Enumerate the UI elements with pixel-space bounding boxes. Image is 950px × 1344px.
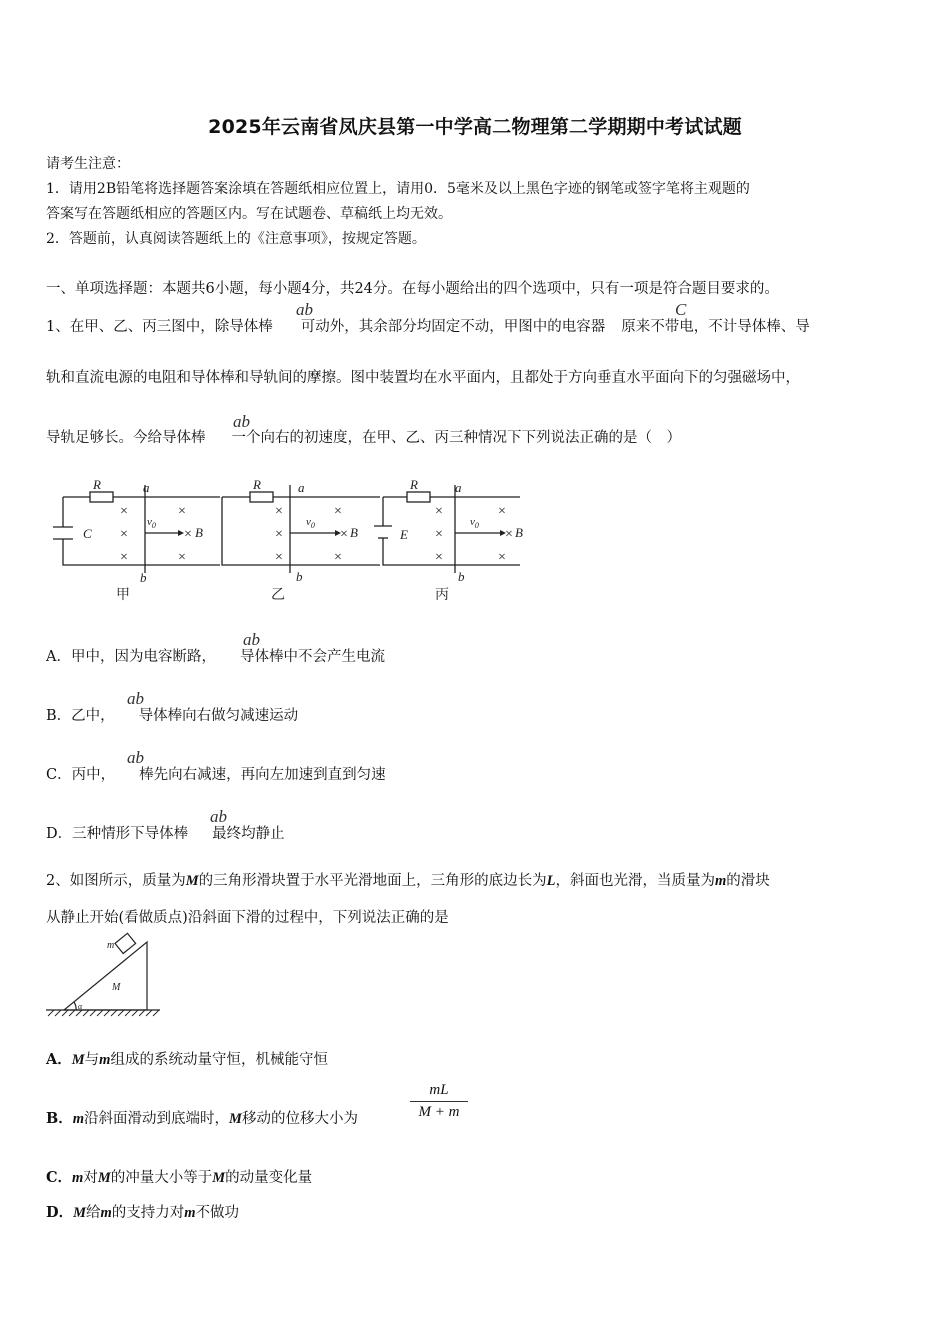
notice-heading: 请考生注意： <box>46 156 130 172</box>
fig-label-emf: E <box>400 527 408 542</box>
fig-caption-bing: 丙 <box>435 588 449 603</box>
fig-label-b: b <box>296 569 303 584</box>
field-cross: × <box>435 527 443 542</box>
q2-option-d[interactable]: D．M给m的支持力对m不做功 <box>46 1204 240 1221</box>
incline-label-alpha: α <box>78 1002 83 1011</box>
field-cross: × <box>275 504 283 519</box>
notice-item-2: 2．答题前，认真阅读答题纸上的《注意事项》，按规定答题。 <box>46 231 426 247</box>
incline-label-big-m: M <box>112 982 121 993</box>
q1-option-a-row[interactable]: A．甲中，因为电容断路， 导体棒中不会产生电流 <box>46 649 385 665</box>
q1-option-c-ab: ab <box>127 748 144 767</box>
q2-option-b[interactable]: B．m沿斜面滑动到底端时，M移动的位移大小为 <box>46 1110 358 1127</box>
field-cross: × <box>120 504 128 519</box>
incline-label-m: m <box>107 940 115 951</box>
field-cross: × <box>505 527 513 542</box>
q1-option-a-ab: ab <box>243 630 260 649</box>
fig-label-a: a <box>455 480 462 495</box>
q1-symbol-ab-2: ab <box>233 412 250 431</box>
field-cross: × <box>340 527 348 542</box>
fig-label-r: R <box>410 477 418 492</box>
fig-label-a: a <box>298 480 305 495</box>
fig-caption-yi: 乙 <box>271 588 285 603</box>
notice-item-1b: 答案写在答题纸相应的答题区内。写在试题卷、草稿纸上均无效。 <box>46 206 452 222</box>
fig-label-a: a <box>143 480 150 495</box>
q2-option-c[interactable]: C．m对M的冲量大小等于M的动量变化量 <box>46 1169 313 1186</box>
fig-label-v0: v <box>147 516 152 528</box>
fig-label-b: b <box>458 569 465 584</box>
field-cross: × <box>334 550 342 565</box>
fig-label-r: R <box>93 477 101 492</box>
fig-label-v0-sub: 0 <box>310 521 315 530</box>
q1-option-c-row[interactable]: C．丙中， 棒先向右减速，再向左加速到直到匀速 <box>46 767 386 783</box>
q1-circuit-figure <box>50 475 530 607</box>
fig-label-v0: v <box>306 516 311 528</box>
notice-item-1a: 1．请用2B铅笔将选择题答案涂填在答题纸相应位置上，请用0．5毫米及以上黑色字迹的钢笔或签字笔将主观题的 <box>46 181 750 197</box>
fig-label-b: b <box>140 570 147 585</box>
page-title: 2025年云南省凤庆县第一中学高二物理第二学期期中考试试题 <box>208 116 742 138</box>
q1-symbol-ab: ab <box>296 300 313 319</box>
fig-label-v0-sub: 0 <box>151 521 156 530</box>
q1-line-3: 导轨足够长。今给导体棒 一个向右的初速度，在甲、乙、丙三种情况下下列说法正确的是（ ） <box>46 430 681 446</box>
field-cross: × <box>435 550 443 565</box>
field-cross: × <box>178 504 186 519</box>
q1-option-b-ab: ab <box>127 689 144 708</box>
q2-option-a[interactable]: A．M与m组成的系统动量守恒，机械能守恒 <box>46 1051 328 1068</box>
field-cross: × <box>498 504 506 519</box>
svg-text:v0 <box>306 516 315 530</box>
fig-caption-jia: 甲 <box>116 588 130 603</box>
svg-text:v0 <box>470 516 479 530</box>
q1-option-b[interactable]: B．乙中， 导体棒向右做匀减速运动 <box>46 708 299 724</box>
field-cross: × <box>120 527 128 542</box>
field-cross: × <box>334 504 342 519</box>
fig-label-field: B <box>515 525 523 540</box>
fig-label-v0-sub: 0 <box>474 521 479 530</box>
q1-option-d-ab: ab <box>210 807 227 826</box>
q2-incline-figure <box>44 932 162 1018</box>
field-cross: × <box>184 527 192 542</box>
fig-label-field: B <box>195 525 203 540</box>
field-cross: × <box>435 504 443 519</box>
svg-text:v0 <box>147 516 156 530</box>
section-heading: 一、单项选择题：本题共6小题，每小题4分，共24分。在每小题给出的四个选项中，只有一项是符合题目要求的。 <box>46 281 779 297</box>
fraction-ml-over-m-plus-m <box>410 1082 468 1121</box>
q1-symbol-c: C <box>675 300 687 319</box>
q1-line-2: 轨和直流电源的电阻和导体棒和导轨间的摩擦。图中装置均在水平面内，且都处于方向垂直水平面向下的匀强磁场中， <box>46 370 800 386</box>
fraction-numerator: mL <box>410 1082 468 1102</box>
field-cross: × <box>498 550 506 565</box>
field-cross: × <box>120 550 128 565</box>
q2-line-1: 2、如图所示，质量为M的三角形滑块置于水平光滑地面上，三角形的底边长为L，斜面也光滑，当质量为m的滑块 <box>46 873 770 889</box>
fig-label-field: B <box>350 525 358 540</box>
q1-option-d[interactable]: D．三种情形下导体棒 最终均静止 <box>46 826 285 842</box>
q1-line-1: 1、在甲、乙、丙三图中，除导体棒 可动外，其余部分均固定不动，甲图中的电容器 原来不带电，不计导体棒、导 <box>46 319 810 335</box>
fig-label-r: R <box>253 477 261 492</box>
fig-label-capacitor: C <box>83 526 92 541</box>
fig-label-v0: v <box>470 516 475 528</box>
field-cross: × <box>275 527 283 542</box>
fraction-denominator: M + m <box>418 1104 460 1120</box>
field-cross: × <box>275 550 283 565</box>
field-cross: × <box>178 550 186 565</box>
q2-line-2: 从静止开始(看做质点)沿斜面下滑的过程中，下列说法正确的是 <box>46 910 449 926</box>
